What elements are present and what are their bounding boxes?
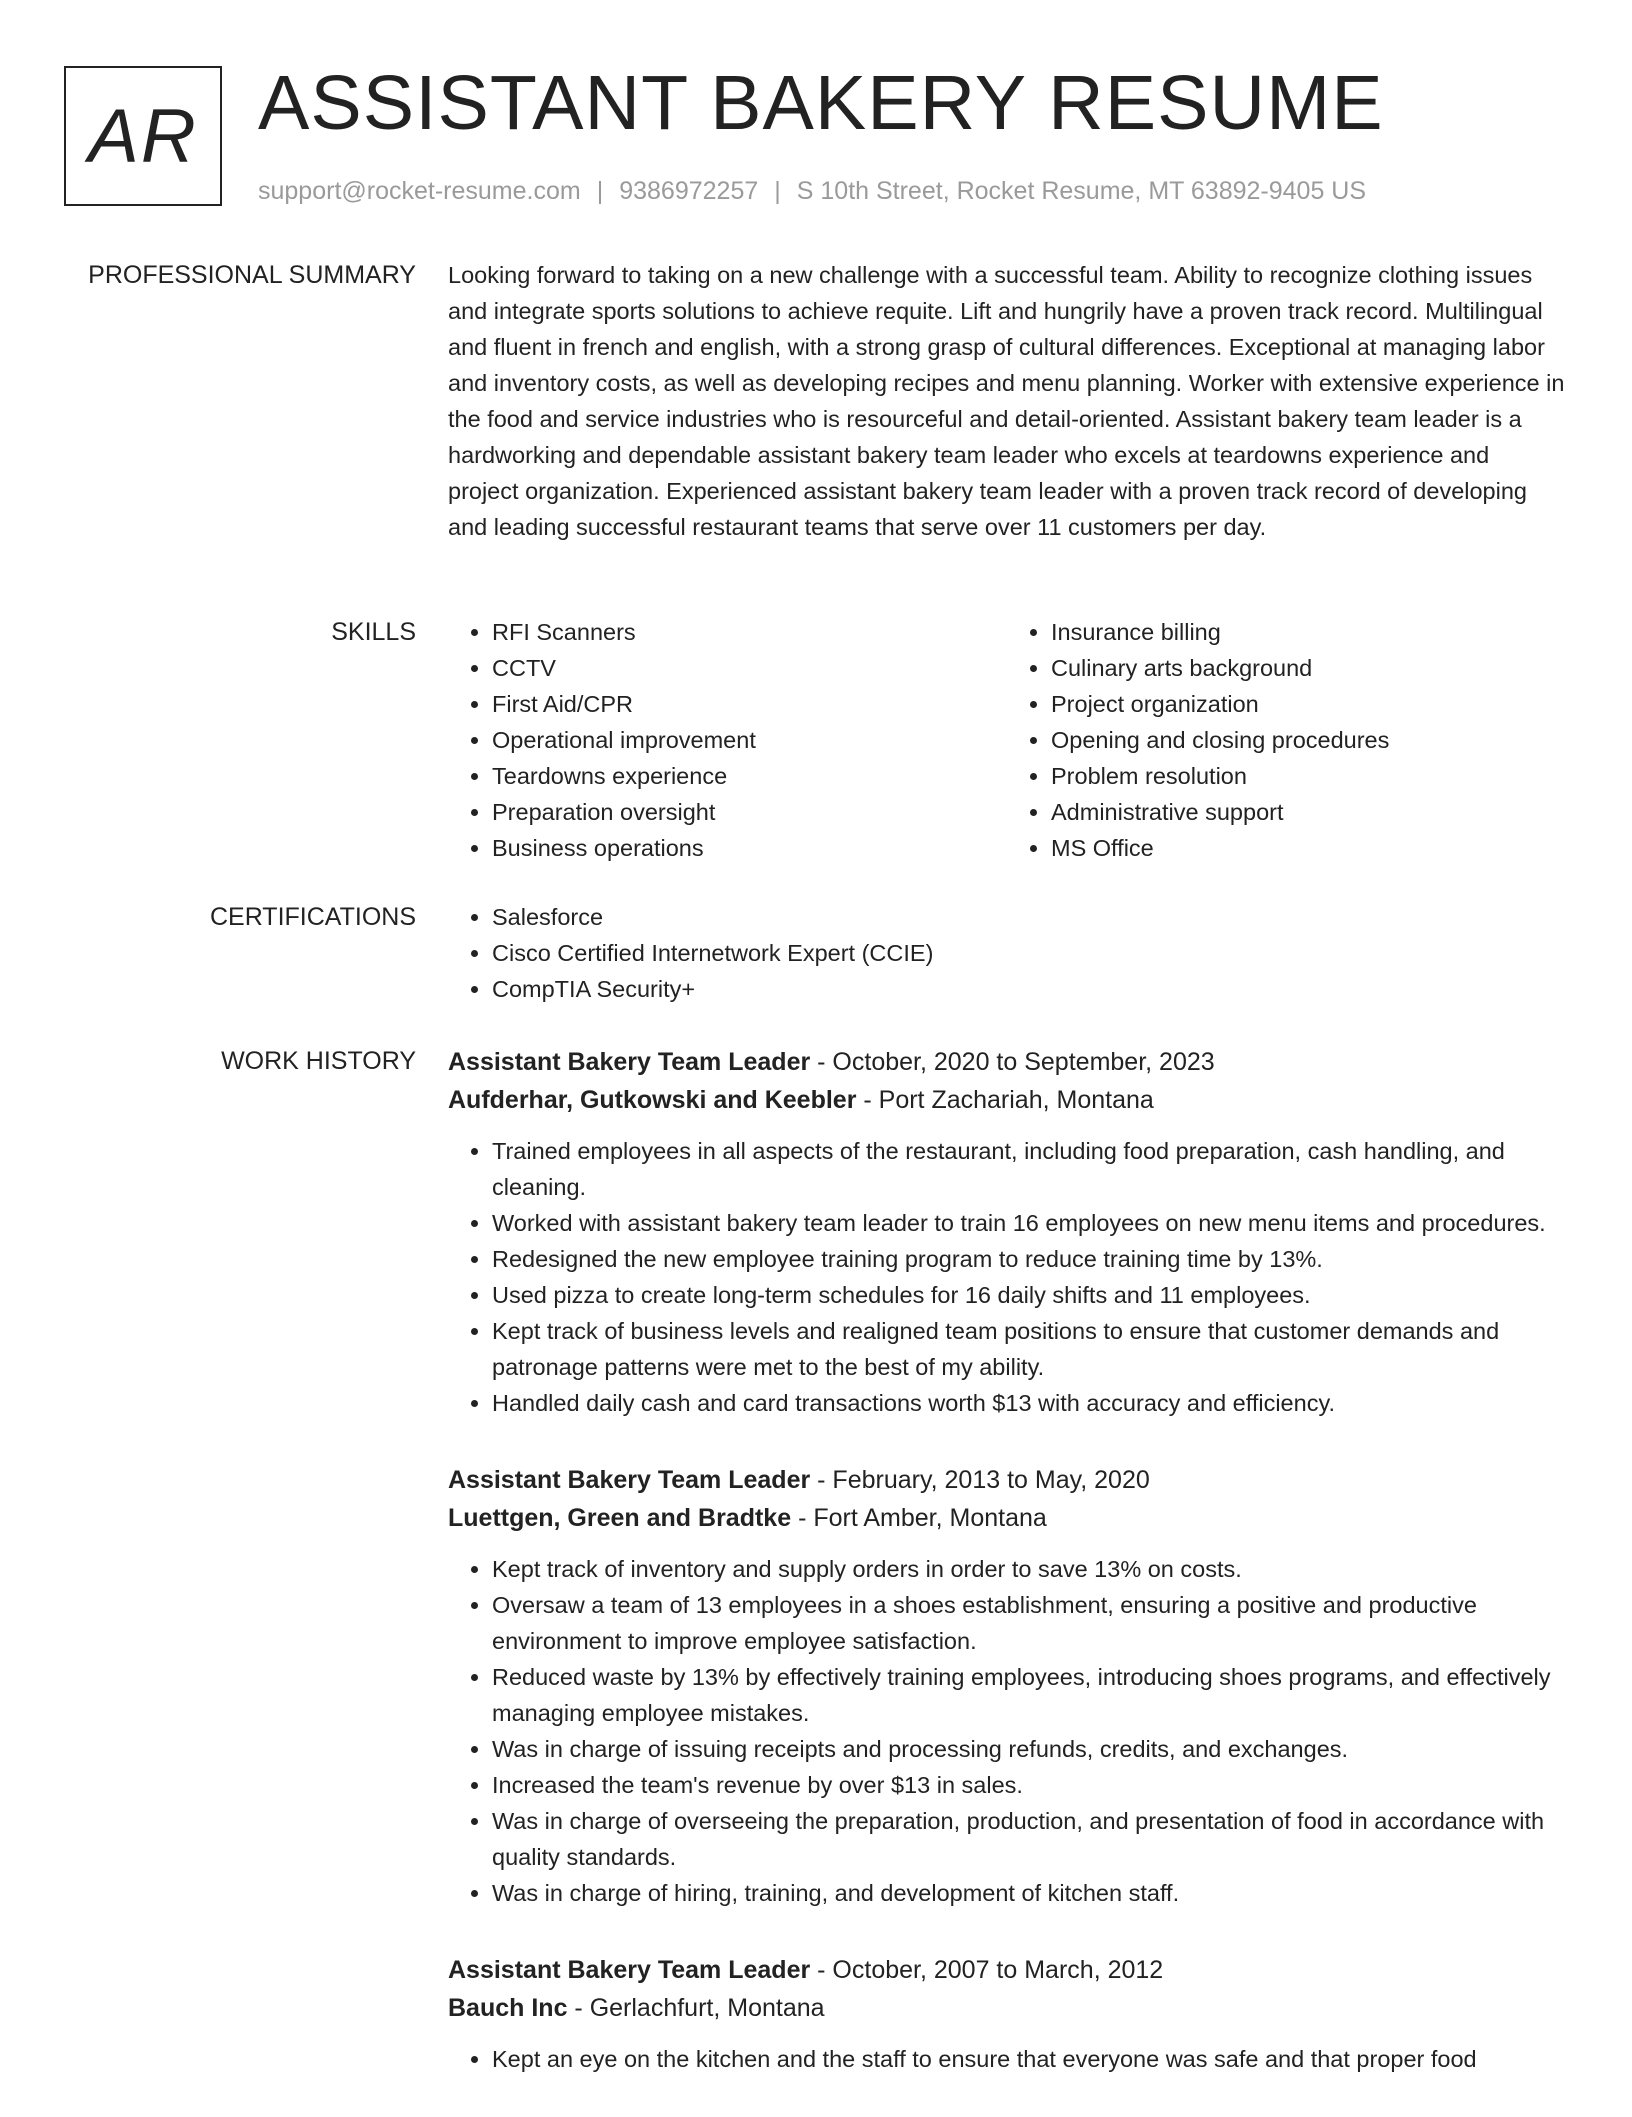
certifications-list xyxy=(448,899,1566,1007)
skill-item: • MS Office xyxy=(1051,830,1566,866)
job-bullet: • Was in charge of hiring, training, and development of kitchen staff. xyxy=(492,1875,1566,1911)
skill-item: • CCTV xyxy=(492,650,1007,686)
contact-address: S 10th Street, Rocket Resume, MT 63892-9405 US xyxy=(796,177,1367,205)
job-title-line xyxy=(448,1043,1566,1081)
job-bullet: • Handled daily cash and card transactions worth $13 with accuracy and efficiency. xyxy=(492,1385,1566,1421)
contact-separator: | xyxy=(774,177,781,205)
skill-item: • Operational improvement xyxy=(492,722,1007,758)
skill-item: • Insurance billing xyxy=(1051,614,1566,650)
skill-item: • RFI Scanners xyxy=(492,614,1007,650)
contact-line xyxy=(258,174,1366,208)
certification-item: • Cisco Certified Internetwork Expert (CCIE) xyxy=(492,935,1566,971)
job-entry xyxy=(448,1043,1566,1421)
job-bullet: • Redesigned the new employee training program to reduce training time by 13%. xyxy=(492,1241,1566,1277)
job-bullets xyxy=(448,1551,1566,1911)
job-bullet: • Was in charge of issuing receipts and processing refunds, credits, and exchanges. xyxy=(492,1731,1566,1767)
job-bullet: • Kept track of business levels and realigned team positions to ensure that customer demands and patronage patterns were met to the best of my ability. xyxy=(492,1313,1566,1385)
skills-list-right xyxy=(1007,614,1566,866)
job-company-line xyxy=(448,1989,1566,2027)
job-bullet: • Used pizza to create long-term schedules for 16 daily shifts and 11 employees. xyxy=(492,1277,1566,1313)
job-bullet: • Worked with assistant bakery team leader to train 16 employees on new menu items and procedures. xyxy=(492,1205,1566,1241)
contact-email: support@rocket-resume.com xyxy=(258,177,581,205)
certification-item: • Salesforce xyxy=(492,899,1566,935)
job-bullet: • Was in charge of overseeing the preparation, production, and presentation of food in accordance with quality standards. xyxy=(492,1803,1566,1875)
job-title: Assistant Bakery Team Leader xyxy=(448,1466,811,1494)
skill-item: • Opening and closing procedures xyxy=(1051,722,1566,758)
job-location: - Gerlachfurt, Montana xyxy=(567,1994,825,2022)
skill-item: • Problem resolution xyxy=(1051,758,1566,794)
page-title: ASSISTANT BAKERY RESUME xyxy=(258,60,1384,146)
job-company: Bauch Inc xyxy=(448,1994,568,2022)
skill-item: • Culinary arts background xyxy=(1051,650,1566,686)
skills-heading: SKILLS xyxy=(331,618,416,646)
certifications-heading: CERTIFICATIONS xyxy=(209,903,416,931)
contact-separator: | xyxy=(596,177,604,205)
contact-phone: 9386972257 xyxy=(619,177,759,205)
work-history-heading: WORK HISTORY xyxy=(221,1047,416,1075)
skill-item: • Project organization xyxy=(1051,686,1566,722)
job-bullet: • Increased the team's revenue by over $13 in sales. xyxy=(492,1767,1566,1803)
job-bullet: • Kept an eye on the kitchen and the staff to ensure that everyone was safe and that proper food xyxy=(492,2041,1566,2077)
job-company-line xyxy=(448,1499,1566,1537)
job-dates: - October, 2007 to March, 2012 xyxy=(810,1956,1164,1984)
certification-item: • CompTIA Security+ xyxy=(492,971,1566,1007)
skill-item: • First Aid/CPR xyxy=(492,686,1007,722)
job-dates: - October, 2020 to September, 2023 xyxy=(810,1048,1215,1076)
job-location: - Port Zachariah, Montana xyxy=(856,1086,1154,1114)
job-location: - Fort Amber, Montana xyxy=(791,1504,1047,1532)
job-company: Aufderhar, Gutkowski and Keebler xyxy=(448,1086,857,1114)
job-dates: - February, 2013 to May, 2020 xyxy=(810,1466,1150,1494)
job-bullet: • Oversaw a team of 13 employees in a shoes establishment, ensuring a positive and productive environment to improve employee satisfaction. xyxy=(492,1587,1566,1659)
job-bullets xyxy=(448,2041,1566,2077)
skill-item: • Preparation oversight xyxy=(492,794,1007,830)
skill-item: • Teardowns experience xyxy=(492,758,1007,794)
work-history-body xyxy=(448,1043,1566,2117)
certifications-body xyxy=(448,899,1566,1007)
skills-body xyxy=(448,614,1566,866)
skills-list-left xyxy=(448,614,1007,866)
summary-body xyxy=(448,257,1566,545)
job-bullet: • Kept track of inventory and supply orders in order to save 13% on costs. xyxy=(492,1551,1566,1587)
job-entry xyxy=(448,1951,1566,2077)
job-title-line xyxy=(448,1461,1566,1499)
job-company-line xyxy=(448,1081,1566,1119)
skill-item: • Administrative support xyxy=(1051,794,1566,830)
job-title: Assistant Bakery Team Leader xyxy=(448,1048,811,1076)
summary-text: Looking forward to taking on a new challenge with a successful team. Ability to recognize clothing issues and integrate sports solutions to achieve requite. Lift and hungrily have a proven track record. Multilingual and fluent in french and english, with a strong grasp of cultural differences. Exceptional at managing labor and inventory costs, as well as developing recipes and menu planning. Worker with extensive experience in the food and service industries who is resourceful and detail-oriented. Assistant bakery team leader is a hardworking and dependable assistant bakery team leader who excels at teardowns experience and project organization. Experienced assistant bakery team leader with a proven track record of developing and leading successful restaurant teams that serve over 11 customers per day. xyxy=(448,262,1565,540)
job-company: Luettgen, Green and Bradtke xyxy=(448,1504,792,1532)
summary-heading: PROFESSIONAL SUMMARY xyxy=(88,261,416,289)
job-title-line xyxy=(448,1951,1566,1989)
job-title: Assistant Bakery Team Leader xyxy=(448,1956,811,1984)
monogram-logo: AR xyxy=(64,66,222,206)
job-bullet: • Trained employees in all aspects of the restaurant, including food preparation, cash handling, and cleaning. xyxy=(492,1133,1566,1205)
job-bullets xyxy=(448,1133,1566,1421)
job-entry xyxy=(448,1461,1566,1911)
skill-item: • Business operations xyxy=(492,830,1007,866)
job-bullet: • Reduced waste by 13% by effectively training employees, introducing shoes programs, and effectively managing employee mistakes. xyxy=(492,1659,1566,1731)
